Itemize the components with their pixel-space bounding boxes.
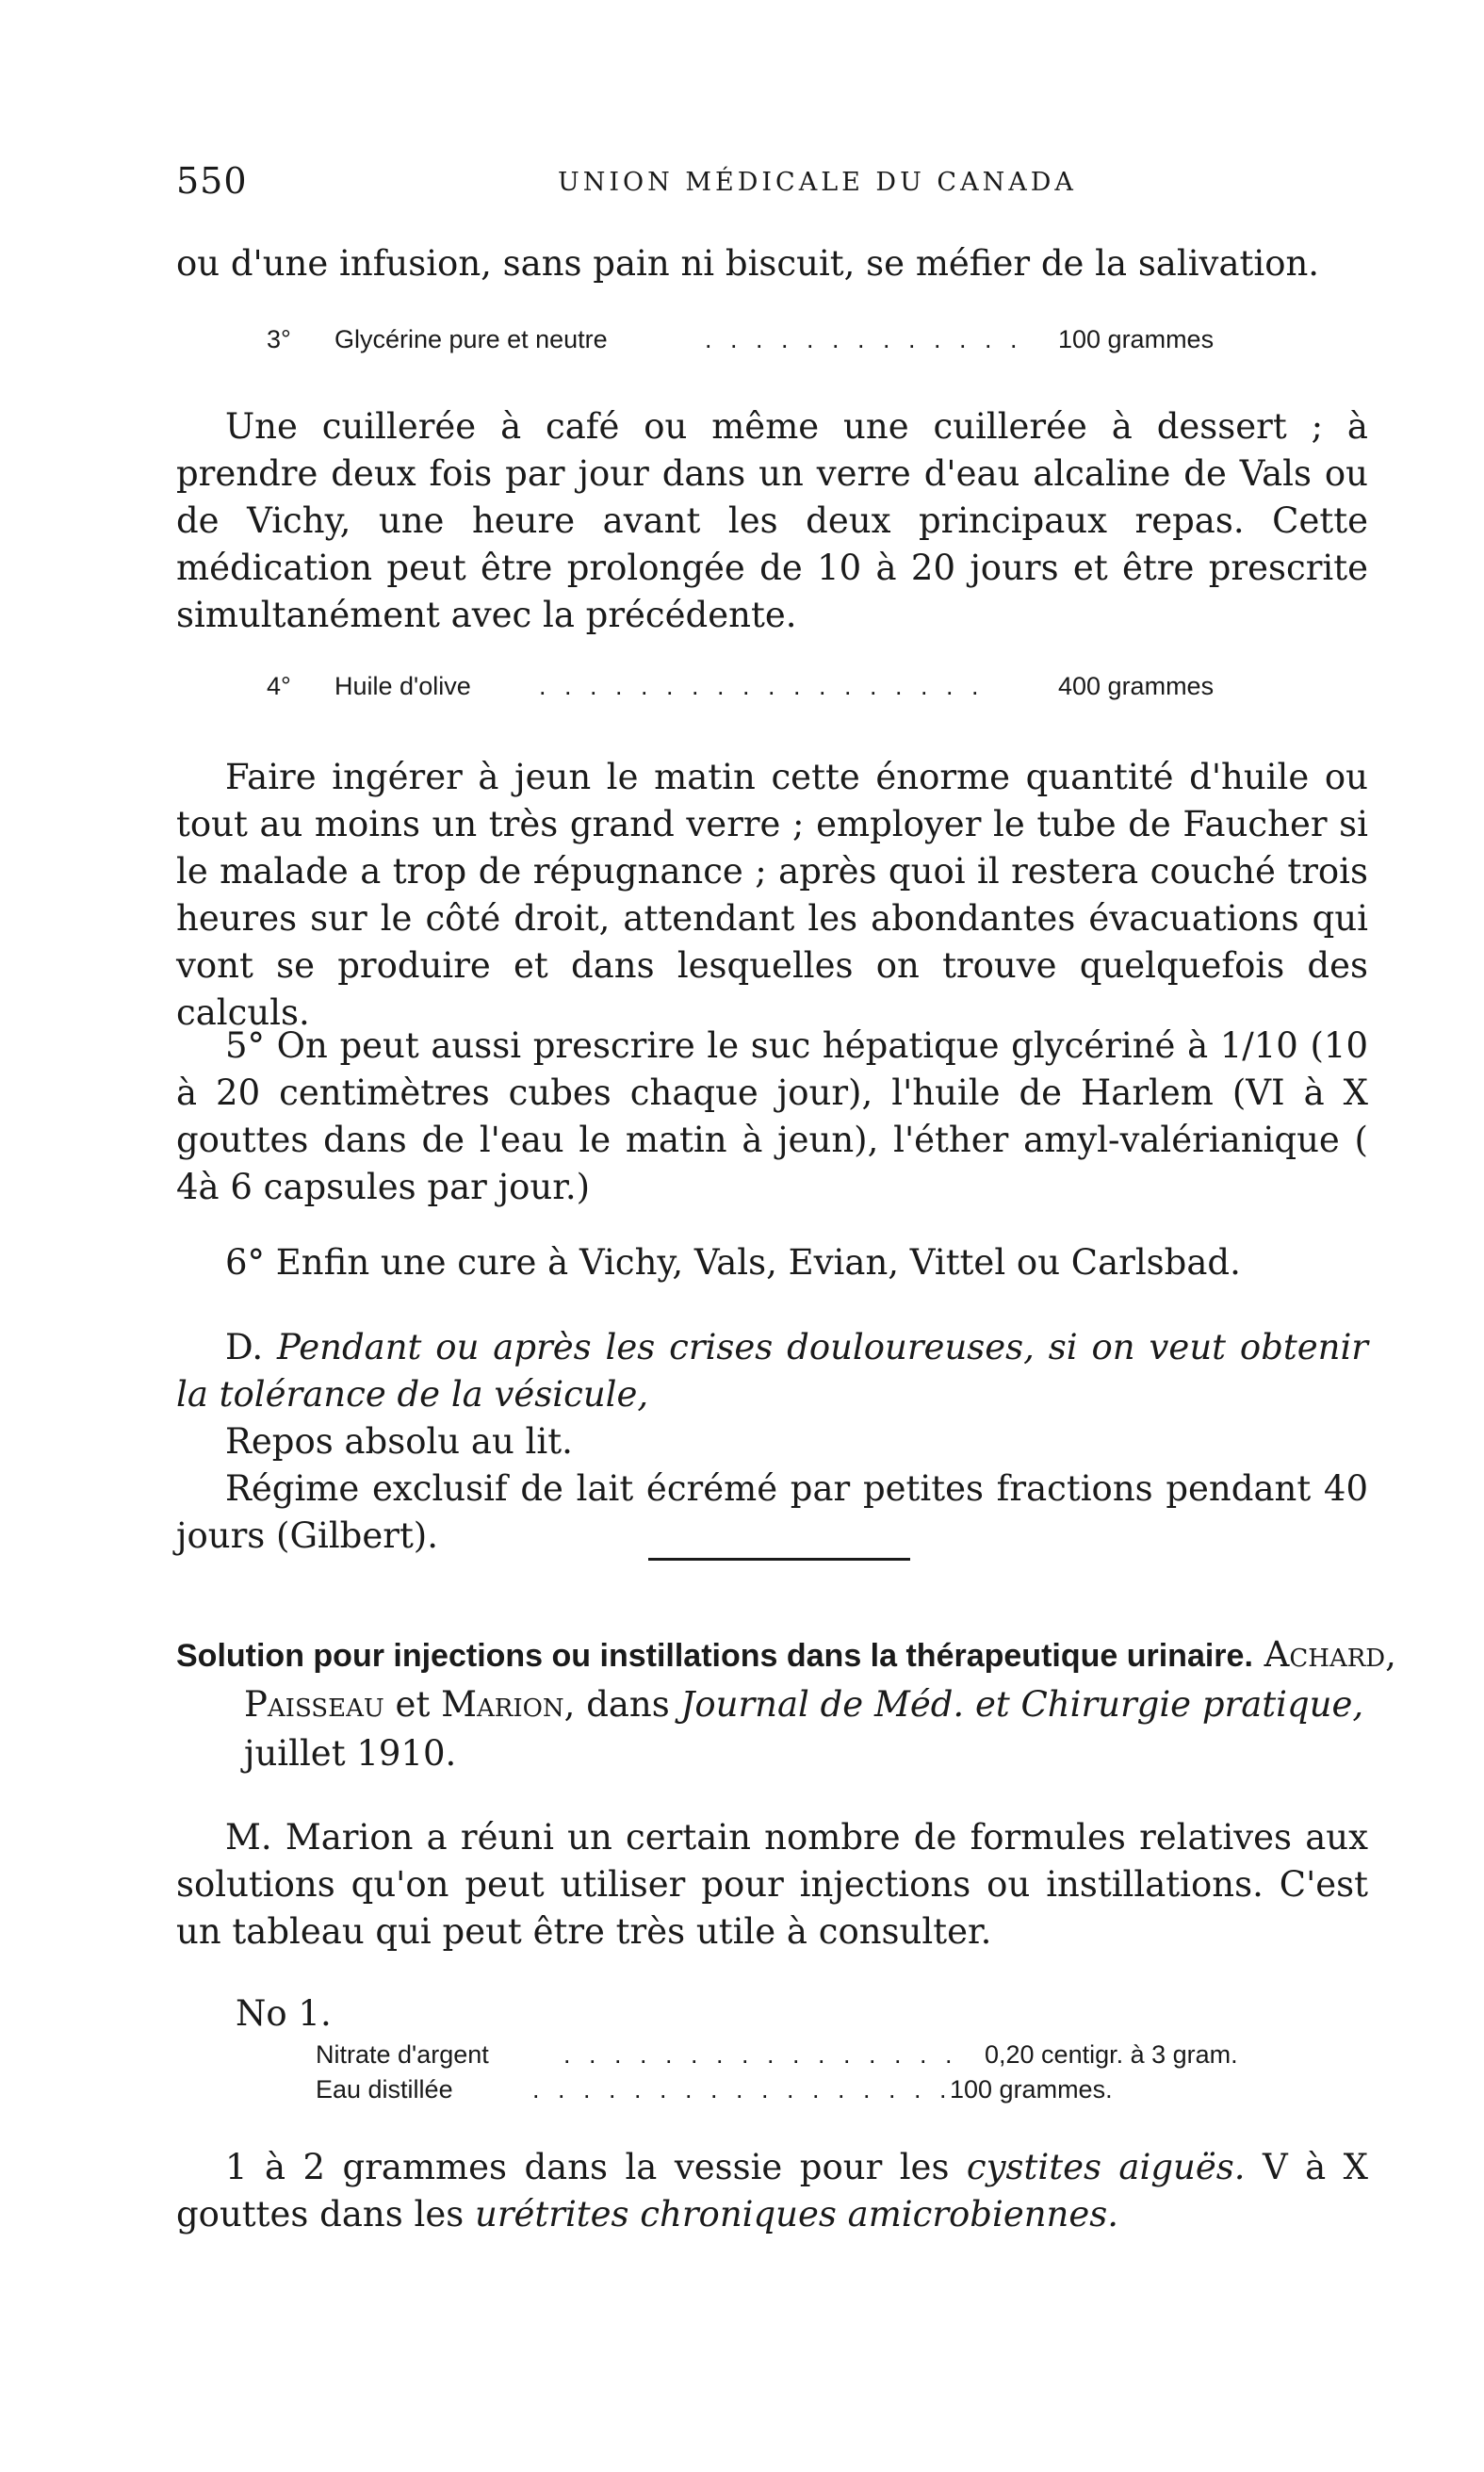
article-journal: Journal de Méd. et Chirurgie pratique, [680, 1684, 1364, 1725]
page-header [176, 160, 1363, 217]
page-number: 550 [176, 160, 248, 202]
formula-no1-row1-quantity: 0,20 centigr. à 3 gram. [985, 2040, 1238, 2069]
paragraph-last-part-2: V à X gouttes dans les [176, 2147, 1368, 2235]
article-dans: dans [586, 1684, 670, 1725]
prescription-4-dots: . . . . . . . . . . . . . . . . . . [539, 672, 985, 700]
formula-no1-row1-label: Nitrate d'argent [316, 2040, 489, 2069]
article-et: et [395, 1684, 431, 1725]
formula-no1-row2-dots: . . . . . . . . . . . . . . . . . [532, 2075, 953, 2104]
article-author-1: Achard, [1264, 1634, 1396, 1675]
formula-no1-row1-dots: . . . . . . . . . . . . . . . . [563, 2040, 958, 2069]
prescription-3-label: Glycérine pure et neutre [334, 325, 608, 353]
paragraph-marion: M. Marion a réuni un certain nombre de formules relatives aux solutions qu'on peut utiliser pour injections ou instillations. C'est un tableau qui peut être très utile à consulter. [176, 1817, 1368, 1952]
paragraph-last-italic-1: cystites aiguës. [966, 2147, 1246, 2187]
prescription-3-quantity: 100 grammes [1058, 325, 1215, 353]
formula-no1-row2-quantity: 100 grammes. [950, 2075, 1113, 2104]
prescription-4-label: Huile d'olive [334, 672, 471, 700]
prescription-4-num: 4° [267, 672, 291, 700]
prescription-4-quantity: 400 grammes [1058, 672, 1215, 700]
article-title: Solution pour injections ou instillations dans la thérapeutique urinaire. [176, 1638, 1253, 1674]
article-author-3: Marion, [441, 1684, 576, 1725]
section-d-letter: D. [225, 1327, 264, 1367]
section-d-title: Pendant ou après les crises douloureuses, si on veut obtenir la tolérance de la vésicule, [176, 1327, 1368, 1415]
paragraph-6: 6° Enfin une cure à Vichy, Vals, Evian, Vittel ou Carlsbad. [225, 1242, 1241, 1283]
section-divider [648, 1558, 910, 1561]
paragraph-5: 5° On peut aussi prescrire le suc hépatique glycériné à 1/10 (10 à 20 centimètres cubes chaque jour), l'huile de Harlem (VI à X gouttes dans de l'eau le matin à jeun), l'éther amyl-valérianique ( 4à 6 capsules par jour.) [176, 1025, 1368, 1207]
formula-no1-row2-label: Eau distillée [316, 2075, 453, 2104]
paragraph-last-italic-2: urétrites chroniques amicrobiennes. [474, 2194, 1119, 2235]
prescription-3-num: 3° [267, 325, 291, 353]
paragraph-last [176, 2144, 1368, 2238]
prescription-3-dots: . . . . . . . . . . . . . [705, 325, 1023, 353]
paragraph-top: ou d'une infusion, sans pain ni biscuit, se méfier de la salivation. [176, 243, 1320, 284]
article-author-2: Paisseau [244, 1684, 384, 1725]
formula-no1-heading: No 1. [236, 1993, 332, 2034]
article-citation [176, 1630, 1436, 1778]
paragraph-rx3: Une cuillerée à café ou même une cuillerée à dessert ; à prendre deux fois par jour dans un verre d'eau alcaline de Vals ou de Vichy, une heure avant les deux principaux repas. Cette médication peut être prolongée de 10 à 20 jours et être prescrite simultanément avec la précédente. [176, 406, 1368, 635]
section-d [176, 1324, 1368, 1418]
paragraph-last-part-1: 1 à 2 grammes dans la vessie pour les [225, 2147, 950, 2187]
article-date: juillet 1910. [244, 1733, 457, 1774]
paragraph-rx4: Faire ingérer à jeun le matin cette énorme quantité d'huile ou tout au moins un très grand verre ; employer le tube de Faucher si le malade a trop de répugnance ; après quoi il restera couché trois heures sur le côté droit, attendant les abondantes évacuations qui vont se produire et dans lesquelles on trouve quelquefois des calculs. [176, 757, 1368, 1033]
running-title: UNION MÉDICALE DU CANADA [558, 168, 1077, 197]
section-d-line-2: Régime exclusif de lait écrémé par petites fractions pendant 40 jours (Gilbert). [176, 1468, 1368, 1556]
section-d-line-1: Repos absolu au lit. [225, 1421, 573, 1462]
